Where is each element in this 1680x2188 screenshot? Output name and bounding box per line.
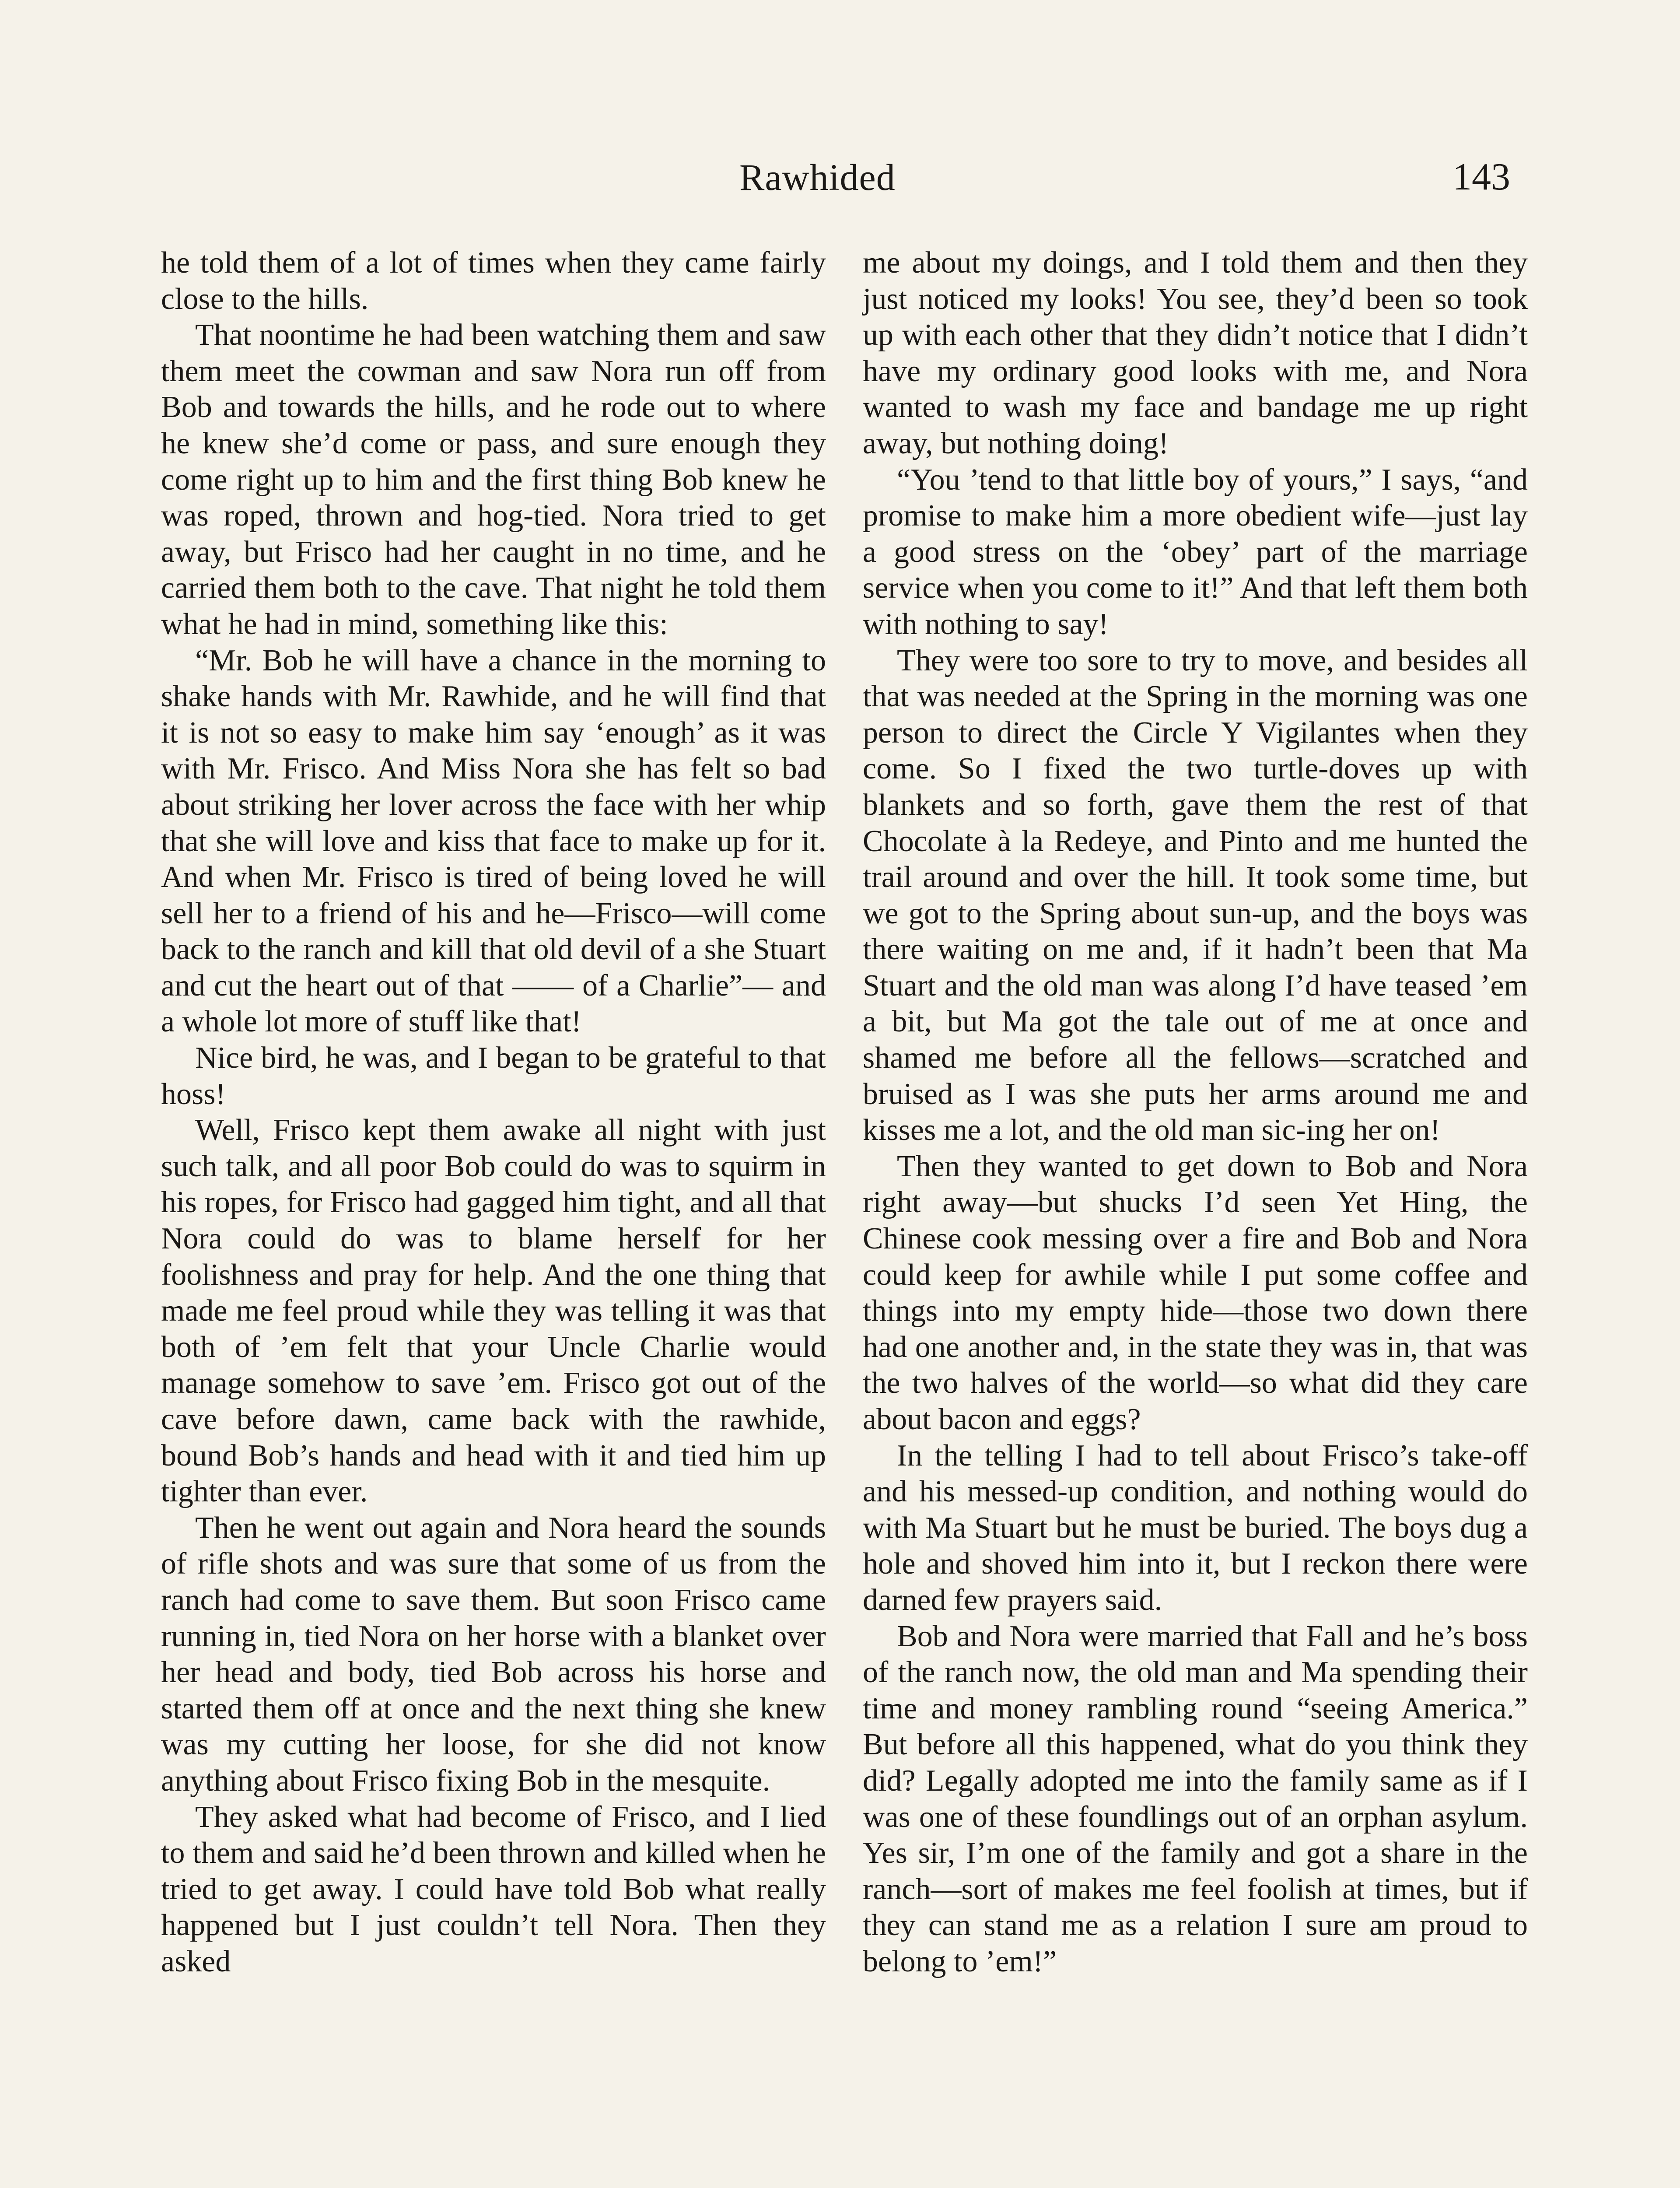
paragraph: They were too sore to try to move, and besides all that was needed at the Spring in the morning was one person to direct the Circle Y Vigilantes when they come. So I fixed the two turtle-doves up with blankets and so forth, gave them the rest of that Chocolate à la Redeye, and Pinto and me hunted the trail around and over the hill. It took some time, but we got to the Spring about sun-up, and the boys was there waiting on me and, if it hadn’t been that Ma Stuart and the old man was along I’d have teased ’em a bit, but Ma got the tale out of me at once and shamed me before all the fellows—scratched and bruised as I was she puts her arms around me and kisses me a lot, and the old man sic-ing her on! <box>863 643 1528 1147</box>
paragraph: he told them of a lot of times when they came fairly close to the hills. <box>161 246 826 316</box>
running-title: Rawhided <box>739 156 896 198</box>
running-head <box>0 153 1680 201</box>
paragraph: “You ’tend to that little boy of yours,” I says, “and promise to make him a more obedient wife—just lay a good stress on the ‘obey’ part of the marriage service when you come to it!” And that left them both with nothing to say! <box>863 463 1528 641</box>
paragraph: me about my doings, and I told them and then they just noticed my looks! You see, they’d been so took up with each other that they didn’t notice that I didn’t have my ordinary good looks with me, and Nora wanted to wash my face and bandage me up right away, but nothing doing! <box>863 246 1528 460</box>
left-text-column <box>161 245 826 1980</box>
paragraph: In the telling I had to tell about Frisco’s take-off and his messed-up condition, and nothing would do with Ma Stuart but he must be buried. The boys dug a hole and shoved him into it, but I reckon there were darned few prayers said. <box>863 1438 1528 1617</box>
paragraph: Well, Frisco kept them awake all night with just such talk, and all poor Bob could do was to squirm in his ropes, for Frisco had gagged him tight, and all that Nora could do was to blame herself for her foolishness and pray for help. And the one thing that made me feel proud while they was telling it was that both of ’em felt that your Uncle Charlie would manage somehow to save ’em. Frisco got out of the cave before dawn, came back with the rawhide, bound Bob’s hands and head with it and tied him up tighter than ever. <box>161 1113 826 1509</box>
paragraph: Then they wanted to get down to Bob and Nora right away—but shucks I’d seen Yet Hing, the Chinese cook messing over a fire and Bob and Nora could keep for awhile while I put some coffee and things into my empty hide—those two down there had one another and, in the state they was in, that was the two halves of the world—so what did they care about bacon and eggs? <box>863 1149 1528 1436</box>
paragraph: “Mr. Bob he will have a chance in the morning to shake hands with Mr. Rawhide, and he will find that it is not so easy to make him say ‘enough’ as it was with Mr. Frisco. And Miss Nora she has felt so bad about striking her lover across the face with her whip that she will love and kiss that face to make up for it. And when Mr. Frisco is tired of being loved he will sell her to a friend of his and he—Frisco—will come back to the ranch and kill that old devil of a she Stuart and cut the heart out of that —— of a Charlie”— and a whole lot more of stuff like that! <box>161 643 826 1039</box>
paragraph: That noontime he had been watching them and saw them meet the cowman and saw Nora run off from Bob and towards the hills, and he rode out to where he knew she’d come or pass, and sure enough they come right up to him and the first thing Bob knew he was roped, thrown and hog-tied. Nora tried to get away, but Frisco had her caught in no time, and he carried them both to the cave. That night he told them what he had in mind, something like this: <box>161 318 826 641</box>
paragraph: Nice bird, he was, and I began to be grateful to that hoss! <box>161 1041 826 1111</box>
paragraph: Bob and Nora were married that Fall and he’s boss of the ranch now, the old man and Ma spending their time and money rambling round “seeing America.” But before all this happened, what do you think they did? Legally adopted me into the family same as if I was one of these foundlings out of an orphan asylum. Yes sir, I’m one of the family and got a share in the ranch—sort of makes me feel foolish at times, but if they can stand me as a relation I sure am proud to belong to ’em!” <box>863 1619 1528 1978</box>
paragraph: Then he went out again and Nora heard the sounds of rifle shots and was sure that some of us from the ranch had come to save them. But soon Frisco came running in, tied Nora on her horse with a blanket over her head and body, tied Bob across his horse and started them off at once and the next thing she knew was my cutting her loose, for she did not know anything about Frisco fixing Bob in the mesquite. <box>161 1511 826 1798</box>
right-text-column <box>863 245 1528 1980</box>
paragraph: They asked what had become of Frisco, and I lied to them and said he’d been thrown and killed when he tried to get away. I could have told Bob what really happened but I just couldn’t tell Nora. Then they asked <box>161 1800 826 1978</box>
page-number: 143 <box>1452 156 1510 198</box>
